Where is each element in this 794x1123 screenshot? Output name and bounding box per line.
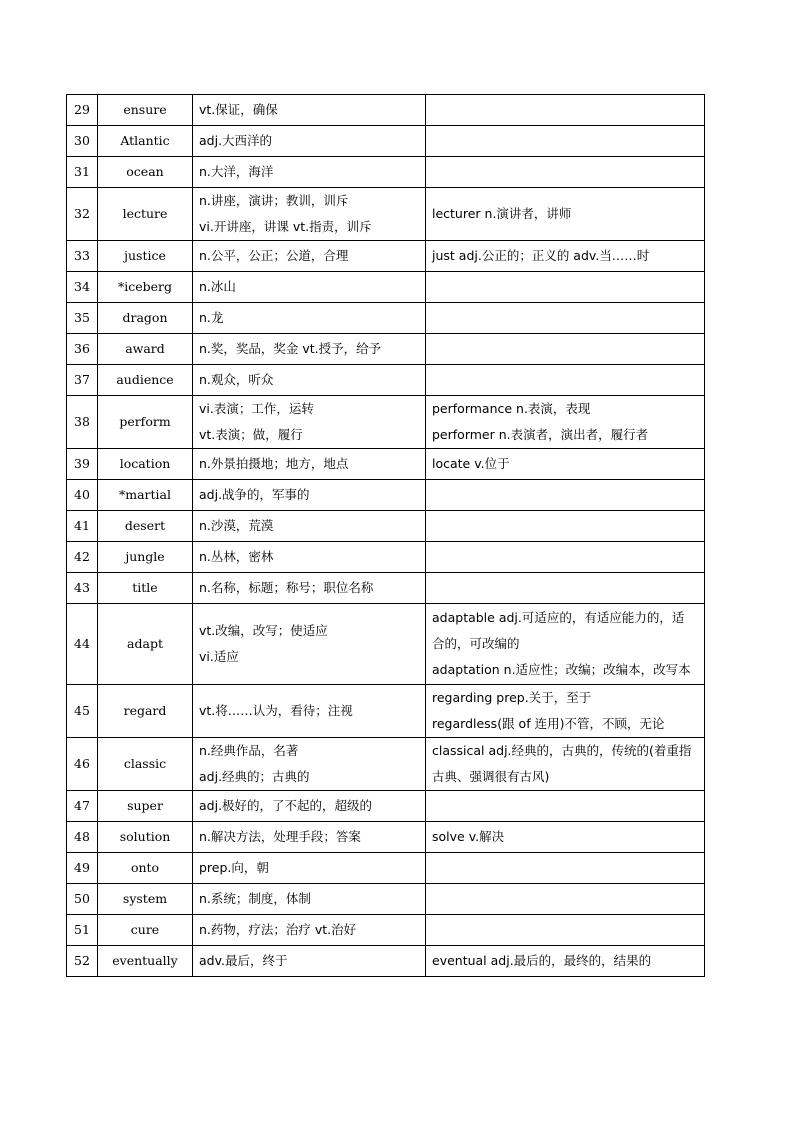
- related-words: [426, 853, 705, 884]
- table-row: [67, 396, 705, 449]
- meaning-line: n.药物，疗法；治疗 vt.治好: [199, 922, 357, 937]
- related-line: 古典、强调很有古风): [432, 769, 550, 784]
- related-words: [426, 738, 705, 791]
- vocab-word: location: [98, 449, 193, 480]
- related-line: performance n.表演，表现: [432, 401, 591, 416]
- vocab-word: title: [98, 573, 193, 604]
- vocab-word: perform: [98, 396, 193, 449]
- row-number: 35: [67, 303, 98, 334]
- meaning-line: n.观众，听众: [199, 372, 274, 387]
- word-meaning: [193, 365, 426, 396]
- related-words: [426, 480, 705, 511]
- word-meaning: [193, 241, 426, 272]
- meaning-line: vt.表演；做，履行: [199, 427, 303, 442]
- vocab-word: dragon: [98, 303, 193, 334]
- related-line: just adj.公正的；正义的 adv.当……时: [432, 248, 650, 263]
- vocab-word: classic: [98, 738, 193, 791]
- word-meaning: [193, 480, 426, 511]
- related-line: adaptable adj.可适应的，有适应能力的，适: [432, 610, 685, 625]
- meaning-line: n.讲座，演讲；教训，训斥: [199, 193, 349, 208]
- word-meaning: [193, 604, 426, 685]
- row-number: 50: [67, 884, 98, 915]
- table-row: [67, 157, 705, 188]
- row-number: 37: [67, 365, 98, 396]
- related-words: [426, 188, 705, 241]
- word-meaning: [193, 188, 426, 241]
- related-line: lecturer n.演讲者，讲师: [432, 206, 572, 221]
- related-words: [426, 365, 705, 396]
- related-words: [426, 334, 705, 365]
- meaning-line: prep.向，朝: [199, 860, 269, 875]
- meaning-line: n.公平，公正；公道，合理: [199, 248, 349, 263]
- word-meaning: [193, 511, 426, 542]
- table-row: [67, 449, 705, 480]
- related-words: [426, 303, 705, 334]
- related-words: [426, 685, 705, 738]
- vocab-word: *iceberg: [98, 272, 193, 303]
- row-number: 44: [67, 604, 98, 685]
- vocab-word: *martial: [98, 480, 193, 511]
- vocab-word: audience: [98, 365, 193, 396]
- word-meaning: [193, 822, 426, 853]
- table-row: [67, 884, 705, 915]
- table-row: [67, 915, 705, 946]
- table-row: [67, 542, 705, 573]
- word-meaning: [193, 334, 426, 365]
- vocab-word: regard: [98, 685, 193, 738]
- related-words: [426, 915, 705, 946]
- vocab-word: cure: [98, 915, 193, 946]
- related-words: [426, 449, 705, 480]
- vocab-word: eventually: [98, 946, 193, 977]
- row-number: 32: [67, 188, 98, 241]
- table-row: [67, 853, 705, 884]
- table-row: [67, 480, 705, 511]
- vocab-word: super: [98, 791, 193, 822]
- table-row: [67, 272, 705, 303]
- meaning-line: n.大洋，海洋: [199, 164, 274, 179]
- vocab-word: system: [98, 884, 193, 915]
- meaning-line: adj.经典的；古典的: [199, 769, 310, 784]
- table-row: [67, 791, 705, 822]
- vocab-word: ensure: [98, 95, 193, 126]
- related-line: adaptation n.适应性；改编；改编本，改写本: [432, 662, 691, 677]
- related-line: solve v.解决: [432, 829, 505, 844]
- row-number: 30: [67, 126, 98, 157]
- meaning-line: n.系统；制度，体制: [199, 891, 311, 906]
- row-number: 41: [67, 511, 98, 542]
- related-words: [426, 157, 705, 188]
- word-meaning: [193, 542, 426, 573]
- word-meaning: [193, 95, 426, 126]
- meaning-line: vi.适应: [199, 649, 239, 664]
- table-row: [67, 365, 705, 396]
- related-words: [426, 822, 705, 853]
- related-words: [426, 573, 705, 604]
- row-number: 49: [67, 853, 98, 884]
- word-meaning: [193, 791, 426, 822]
- related-words: [426, 511, 705, 542]
- vocab-word: award: [98, 334, 193, 365]
- table-row: [67, 573, 705, 604]
- meaning-line: n.沙漠，荒漠: [199, 518, 274, 533]
- vocab-word: Atlantic: [98, 126, 193, 157]
- related-words: [426, 396, 705, 449]
- word-meaning: [193, 449, 426, 480]
- vocab-word: lecture: [98, 188, 193, 241]
- word-meaning: [193, 853, 426, 884]
- row-number: 42: [67, 542, 98, 573]
- vocabulary-table: [66, 94, 705, 977]
- related-words: [426, 604, 705, 685]
- row-number: 47: [67, 791, 98, 822]
- related-line: regardless(跟 of 连用)不管，不顾，无论: [432, 716, 665, 731]
- related-line: 合的，可改编的: [432, 636, 520, 651]
- vocabulary-table-body: [67, 95, 705, 977]
- meaning-line: n.冰山: [199, 279, 236, 294]
- row-number: 29: [67, 95, 98, 126]
- related-words: [426, 791, 705, 822]
- table-row: [67, 511, 705, 542]
- row-number: 43: [67, 573, 98, 604]
- related-words: [426, 946, 705, 977]
- related-line: eventual adj.最后的，最终的，结果的: [432, 953, 652, 968]
- vocab-word: ocean: [98, 157, 193, 188]
- related-words: [426, 542, 705, 573]
- row-number: 33: [67, 241, 98, 272]
- table-row: [67, 946, 705, 977]
- row-number: 51: [67, 915, 98, 946]
- word-meaning: [193, 573, 426, 604]
- meaning-line: adj.战争的，军事的: [199, 487, 310, 502]
- related-line: performer n.表演者，演出者，履行者: [432, 427, 649, 442]
- meaning-line: vt.保证，确保: [199, 102, 278, 117]
- word-meaning: [193, 884, 426, 915]
- meaning-line: vt.改编，改写；使适应: [199, 623, 328, 638]
- word-meaning: [193, 396, 426, 449]
- meaning-line: adj.极好的，了不起的，超级的: [199, 798, 373, 813]
- related-line: classical adj.经典的，古典的，传统的(着重指: [432, 743, 692, 758]
- row-number: 31: [67, 157, 98, 188]
- related-words: [426, 241, 705, 272]
- word-meaning: [193, 946, 426, 977]
- table-row: [67, 738, 705, 791]
- meaning-line: n.奖，奖品，奖金 vt.授予，给予: [199, 341, 382, 356]
- meaning-line: n.名称，标题；称号；职位名称: [199, 580, 374, 595]
- vocab-word: onto: [98, 853, 193, 884]
- row-number: 38: [67, 396, 98, 449]
- meaning-line: adv.最后，终于: [199, 953, 288, 968]
- meaning-line: n.外景拍摄地；地方，地点: [199, 456, 349, 471]
- row-number: 48: [67, 822, 98, 853]
- table-row: [67, 334, 705, 365]
- meaning-line: adj.大西洋的: [199, 133, 273, 148]
- word-meaning: [193, 685, 426, 738]
- table-row: [67, 241, 705, 272]
- row-number: 39: [67, 449, 98, 480]
- word-meaning: [193, 157, 426, 188]
- table-row: [67, 303, 705, 334]
- meaning-line: n.丛林，密林: [199, 549, 274, 564]
- vocab-word: justice: [98, 241, 193, 272]
- related-words: [426, 95, 705, 126]
- meaning-line: n.经典作品，名著: [199, 743, 299, 758]
- row-number: 52: [67, 946, 98, 977]
- word-meaning: [193, 915, 426, 946]
- word-meaning: [193, 303, 426, 334]
- table-row: [67, 604, 705, 685]
- row-number: 36: [67, 334, 98, 365]
- related-words: [426, 884, 705, 915]
- related-words: [426, 272, 705, 303]
- vocab-word: jungle: [98, 542, 193, 573]
- meaning-line: n.解决方法，处理手段；答案: [199, 829, 361, 844]
- meaning-line: vt.将……认为，看待；注视: [199, 703, 353, 718]
- word-meaning: [193, 126, 426, 157]
- table-row: [67, 95, 705, 126]
- word-meaning: [193, 272, 426, 303]
- related-line: locate v.位于: [432, 456, 510, 471]
- table-row: [67, 126, 705, 157]
- vocab-word: desert: [98, 511, 193, 542]
- meaning-line: n.龙: [199, 310, 224, 325]
- row-number: 40: [67, 480, 98, 511]
- row-number: 34: [67, 272, 98, 303]
- table-row: [67, 822, 705, 853]
- table-row: [67, 685, 705, 738]
- meaning-line: vi.表演；工作，运转: [199, 401, 314, 416]
- related-words: [426, 126, 705, 157]
- vocab-word: solution: [98, 822, 193, 853]
- row-number: 46: [67, 738, 98, 791]
- meaning-line: vi.开讲座，讲课 vt.指责，训斥: [199, 219, 372, 234]
- vocab-word: adapt: [98, 604, 193, 685]
- row-number: 45: [67, 685, 98, 738]
- related-line: regarding prep.关于，至于: [432, 690, 592, 705]
- word-meaning: [193, 738, 426, 791]
- table-row: [67, 188, 705, 241]
